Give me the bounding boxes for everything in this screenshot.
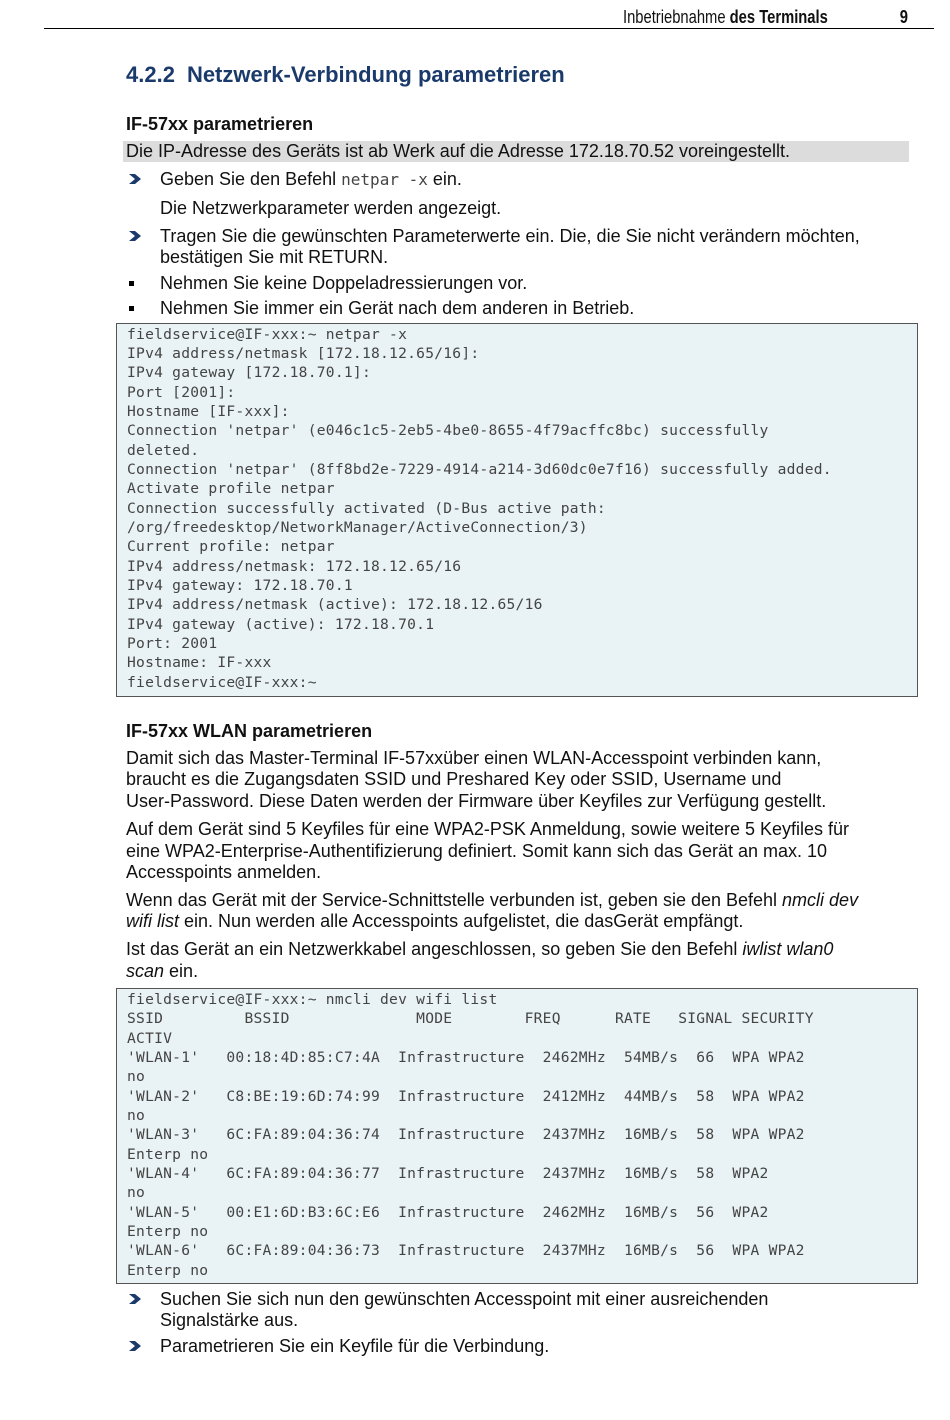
- wlan-para-4-line-2: [126, 961, 198, 983]
- wlan-para-4-line-1: [126, 939, 833, 961]
- code-line: fieldservice@IF-xxx:~: [127, 674, 317, 691]
- step-4: Parametrieren Sie ein Keyfile für die Verbindung.: [160, 1336, 550, 1356]
- wlan-para-2-line-3: Accesspoints anmelden.: [126, 862, 322, 882]
- code-line: SSID BSSID MODE FREQ RATE SIGNAL SECURITY: [127, 1010, 814, 1027]
- wlan-para-1-line-3: User-Password. Diese Daten werden der Firmware über Keyfiles zur Verfügung gestellt.: [126, 791, 827, 811]
- bullet-square-icon: [129, 306, 134, 311]
- wlan-heading: IF-57xx WLAN parametrieren: [126, 721, 373, 741]
- step-3-line-1: Suchen Sie sich nun den gewünschten Accesspoint mit einer ausreichenden: [160, 1289, 769, 1309]
- step-3-line-2: Signalstärke aus.: [160, 1310, 299, 1330]
- section-number: 4.2.2: [126, 62, 175, 87]
- lan-heading: IF-57xx parametrieren: [126, 114, 314, 134]
- nmcli-command-part-1: nmcli dev: [782, 890, 859, 910]
- wlan-para-3-after: ein. Nun werden alle Accesspoints aufgelistet, die dasGerät empfängt.: [184, 911, 744, 931]
- lan-intro: Die IP-Adresse des Geräts ist ab Werk auf die Adresse 172.18.70.52 voreingestellt.: [126, 141, 791, 161]
- page-number: 9: [899, 7, 908, 27]
- wlan-para-1-line-1: Damit sich das Master-Terminal IF-57xxüber einen WLAN-Accesspoint verbinden kann,: [126, 748, 822, 768]
- code-line: 'WLAN-4' 6C:FA:89:04:36:77 Infrastructure 2437MHz 16MB/s 58 WPA2: [127, 1165, 769, 1182]
- note-2: Nehmen Sie immer ein Gerät nach dem anderen in Betrieb.: [160, 298, 635, 318]
- step-arrow-icon: [128, 1292, 142, 1306]
- code-line: Enterp no: [127, 1146, 209, 1163]
- code-line: IPv4 address/netmask [172.18.12.65/16]:: [127, 345, 480, 362]
- header-title-prefix: Inbetriebnahme: [623, 7, 726, 27]
- code-line: Enterp no: [127, 1262, 209, 1279]
- code-line: 'WLAN-6' 6C:FA:89:04:36:73 Infrastructure 2437MHz 16MB/s 56 WPA WPA2: [127, 1242, 805, 1259]
- step-1-command: netpar -x: [341, 170, 428, 189]
- code-line: IPv4 gateway (active): 172.18.70.1: [127, 616, 435, 633]
- code-line: IPv4 gateway [172.18.70.1]:: [127, 364, 371, 381]
- code-line: /org/freedesktop/NetworkManager/ActiveConnection/3): [127, 519, 588, 536]
- wlan-para-3-text: Wenn das Gerät mit der Service-Schnittstelle verbunden ist, geben sie den Befehl: [126, 890, 778, 910]
- iwlist-command-part-1: iwlist wlan0: [742, 939, 834, 959]
- code-line: IPv4 gateway: 172.18.70.1: [127, 577, 353, 594]
- code-line: no: [127, 1068, 146, 1085]
- code-line: 'WLAN-1' 00:18:4D:85:C7:4A Infrastructure 2462MHz 54MB/s 66 WPA WPA2: [127, 1049, 805, 1066]
- step-arrow-icon: [128, 172, 142, 186]
- step-1: [160, 169, 462, 191]
- code-line: fieldservice@IF-xxx:~ netpar -x: [127, 326, 408, 343]
- nmcli-command-part-2: wifi list: [126, 911, 179, 931]
- code-line: Hostname: IF-xxx: [127, 654, 272, 671]
- code-line: 'WLAN-5' 00:E1:6D:B3:6C:E6 Infrastructure 2462MHz 16MB/s 56 WPA2: [127, 1204, 769, 1221]
- netpar-code-block: [116, 323, 918, 697]
- step-2-line-1: Tragen Sie die gewünschten Parameterwerte ein. Die, die Sie nicht verändern möchten,: [160, 226, 860, 246]
- code-line: no: [127, 1107, 146, 1124]
- wlan-para-4-after: ein.: [169, 961, 199, 981]
- note-1: Nehmen Sie keine Doppeladressierungen vor.: [160, 273, 528, 293]
- section-heading: [126, 62, 565, 88]
- wlan-para-2-line-2: eine WPA2-Enterprise-Authentifizierung definiert. Somit kann sich das Gerät an max. 10: [126, 841, 828, 861]
- code-line: 'WLAN-2' C8:BE:19:6D:74:99 Infrastructure 2412MHz 44MB/s 58 WPA WPA2: [127, 1088, 805, 1105]
- code-line: fieldservice@IF-xxx:~ nmcli dev wifi list: [127, 991, 498, 1008]
- step-1-result: Die Netzwerkparameter werden angezeigt.: [160, 198, 502, 218]
- code-line: deleted.: [127, 442, 200, 459]
- step-arrow-icon: [128, 229, 142, 243]
- code-line: IPv4 address/netmask (active): 172.18.12.65/16: [127, 596, 543, 613]
- code-line: Connection 'netpar' (e046c1c5-2eb5-4be0-8655-4f79acffc8bc) successfully: [127, 422, 769, 439]
- wlan-para-3-line-1: [126, 890, 858, 912]
- wlan-para-3-line-2: [126, 911, 743, 933]
- wlan-para-2-line-1: Auf dem Gerät sind 5 Keyfiles für eine WPA2-PSK Anmeldung, sowie weitere 5 Keyfiles für: [126, 819, 850, 839]
- wlan-para-1-line-2: braucht es die Zugangsdaten SSID und Preshared Key oder SSID, Username und: [126, 769, 782, 789]
- code-line: Hostname [IF-xxx]:: [127, 403, 290, 420]
- code-line: ACTIV: [127, 1030, 173, 1047]
- code-line: Port [2001]:: [127, 384, 236, 401]
- step-2-line-2: bestätigen Sie mit RETURN.: [160, 247, 389, 267]
- code-line: Connection successfully activated (D-Bus active path:: [127, 500, 606, 517]
- header-title: [623, 7, 828, 28]
- step-arrow-icon: [128, 1339, 142, 1353]
- code-line: Connection 'netpar' (8ff8bd2e-7229-4914-a214-3d60dc0e7f16) successfully added.: [127, 461, 832, 478]
- code-line: Current profile: netpar: [127, 538, 335, 555]
- iwlist-command-part-2: scan: [126, 961, 165, 981]
- code-line: no: [127, 1184, 146, 1201]
- code-line: Enterp no: [127, 1223, 209, 1240]
- section-title: Netzwerk-Verbindung parametrieren: [186, 62, 565, 87]
- wifi-list-code-block: [116, 988, 918, 1284]
- step-1-text: Geben Sie den Befehl: [160, 169, 337, 189]
- running-header: [44, 6, 934, 29]
- code-line: Port: 2001: [127, 635, 218, 652]
- code-line: Activate profile netpar: [127, 480, 335, 497]
- header-title-bold: des Terminals: [729, 7, 828, 27]
- code-line: 'WLAN-3' 6C:FA:89:04:36:74 Infrastructure 2437MHz 16MB/s 58 WPA WPA2: [127, 1126, 805, 1143]
- wlan-para-4-text: Ist das Gerät an ein Netzwerkkabel angeschlossen, so geben Sie den Befehl: [126, 939, 738, 959]
- step-1-after: ein.: [432, 169, 462, 189]
- bullet-square-icon: [129, 281, 134, 286]
- code-line: IPv4 address/netmask: 172.18.12.65/16: [127, 558, 462, 575]
